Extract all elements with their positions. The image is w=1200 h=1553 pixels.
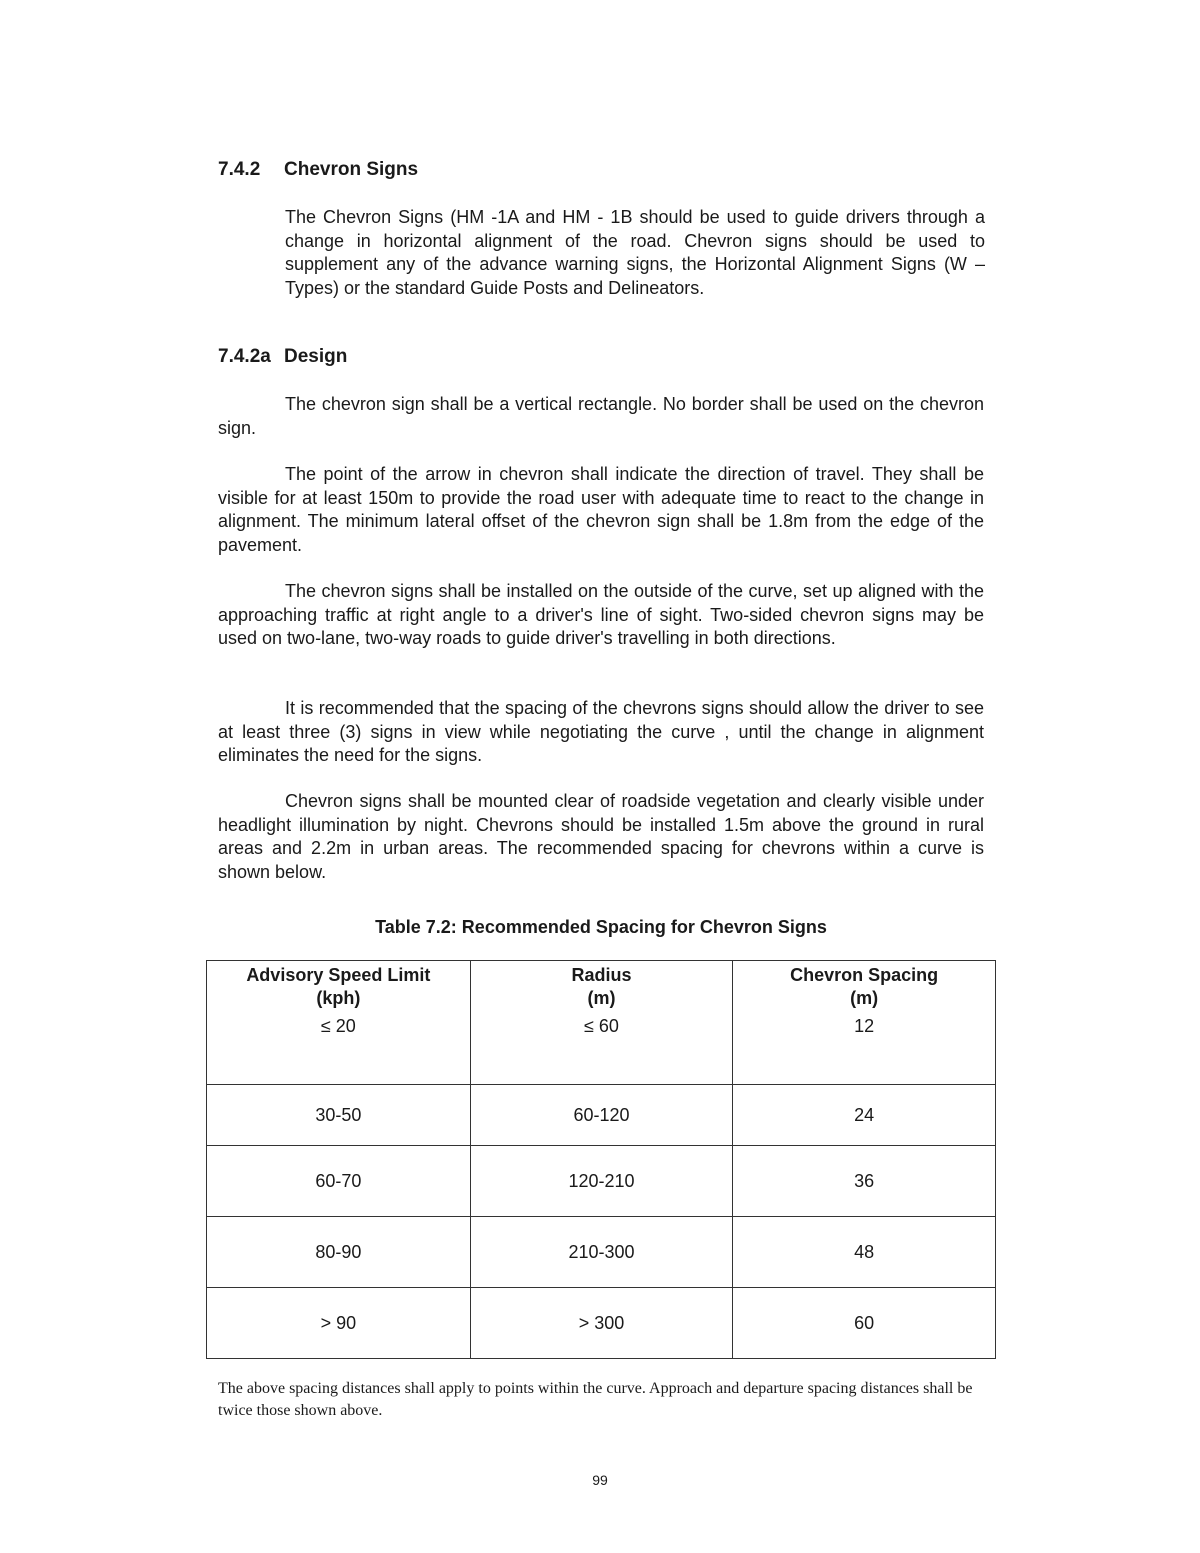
table-cell: 210-300: [470, 1217, 733, 1288]
table-cell: 120-210: [470, 1146, 733, 1217]
header-chevron-spacing: [733, 961, 996, 1011]
table-cell: ≤ 20: [207, 1010, 471, 1085]
table-row: [207, 1085, 996, 1146]
table-row: [207, 1288, 996, 1359]
header-radius-unit: (m): [587, 988, 616, 1008]
design-paragraph-4: It is recommended that the spacing of the chevrons signs should allow the driver to see at least three (3) signs in view while negotiating the curve , until the change in alignment eliminates the need for the signs.: [218, 698, 984, 765]
page-number: 99: [592, 1472, 608, 1488]
subsection-title: Design: [284, 346, 348, 367]
table-cell: 48: [733, 1217, 996, 1288]
table-cell: 60: [733, 1288, 996, 1359]
header-chevron-spacing-unit: (m): [850, 988, 879, 1008]
table-footnote: The above spacing distances shall apply to points within the curve. Approach and departure spacing distances shall be twice those shown above.: [218, 1380, 973, 1419]
table-row: [207, 1217, 996, 1288]
header-speed-limit-unit: (kph): [316, 988, 361, 1008]
design-paragraph-1: The chevron sign shall be a vertical rectangle. No border shall be used on the chevron sign.: [218, 394, 984, 438]
section-heading: [218, 159, 418, 181]
table-cell: 36: [733, 1146, 996, 1217]
subsection-number: 7.4.2a: [218, 346, 271, 367]
chevron-spacing-table: [206, 960, 996, 1359]
header-radius: [470, 961, 733, 1011]
table-cell: > 90: [207, 1288, 471, 1359]
table-cell: 24: [733, 1085, 996, 1146]
header-speed-limit: [207, 961, 471, 1011]
table-cell: 12: [733, 1010, 996, 1085]
design-paragraph-3: The chevron signs shall be installed on the outside of the curve, set up aligned with the approaching traffic at right angle to a driver's line of sight. Two-sided chevron signs may be used on two-lane, two-way roads to guide driver's travelling in both directions.: [218, 581, 984, 648]
table-cell: ≤ 60: [470, 1010, 733, 1085]
table-cell: 30-50: [207, 1085, 471, 1146]
header-speed-limit-label: Advisory Speed Limit: [246, 965, 431, 985]
header-chevron-spacing-label: Chevron Spacing: [790, 965, 939, 985]
table-cell: > 300: [470, 1288, 733, 1359]
table-caption: Table 7.2: Recommended Spacing for Chevron Signs: [375, 917, 827, 937]
design-paragraph-2: The point of the arrow in chevron shall indicate the direction of travel. They shall be visible for at least 150m to provide the road user with adequate time to react to the change in alignment. The minimum lateral offset of the chevron sign shall be 1.8m from the edge of the pavement.: [218, 464, 984, 555]
table-cell: 60-120: [470, 1085, 733, 1146]
table-row: [207, 1010, 996, 1085]
table-cell: 60-70: [207, 1146, 471, 1217]
header-radius-label: Radius: [571, 965, 632, 985]
table-header-row: [207, 961, 996, 1011]
section-title: Chevron Signs: [284, 159, 419, 180]
section-number: 7.4.2: [218, 159, 261, 180]
design-paragraph-5: Chevron signs shall be mounted clear of roadside vegetation and clearly visible under headlight illumination by night. Chevrons should be installed 1.5m above the ground in rural areas and 2.2m in urban areas. The recommended spacing for chevrons within a curve is shown below.: [218, 791, 984, 882]
table-row: [207, 1146, 996, 1217]
table-cell: 80-90: [207, 1217, 471, 1288]
section-paragraph: The Chevron Signs (HM -1A and HM - 1B should be used to guide drivers through a change in horizontal alignment of the road. Chevron signs should be used to supplement any of the advance warning signs, the Horizontal Alignment Signs (W – Types) or the standard Guide Posts and Delineators.: [285, 207, 985, 298]
subsection-heading: [218, 346, 347, 368]
